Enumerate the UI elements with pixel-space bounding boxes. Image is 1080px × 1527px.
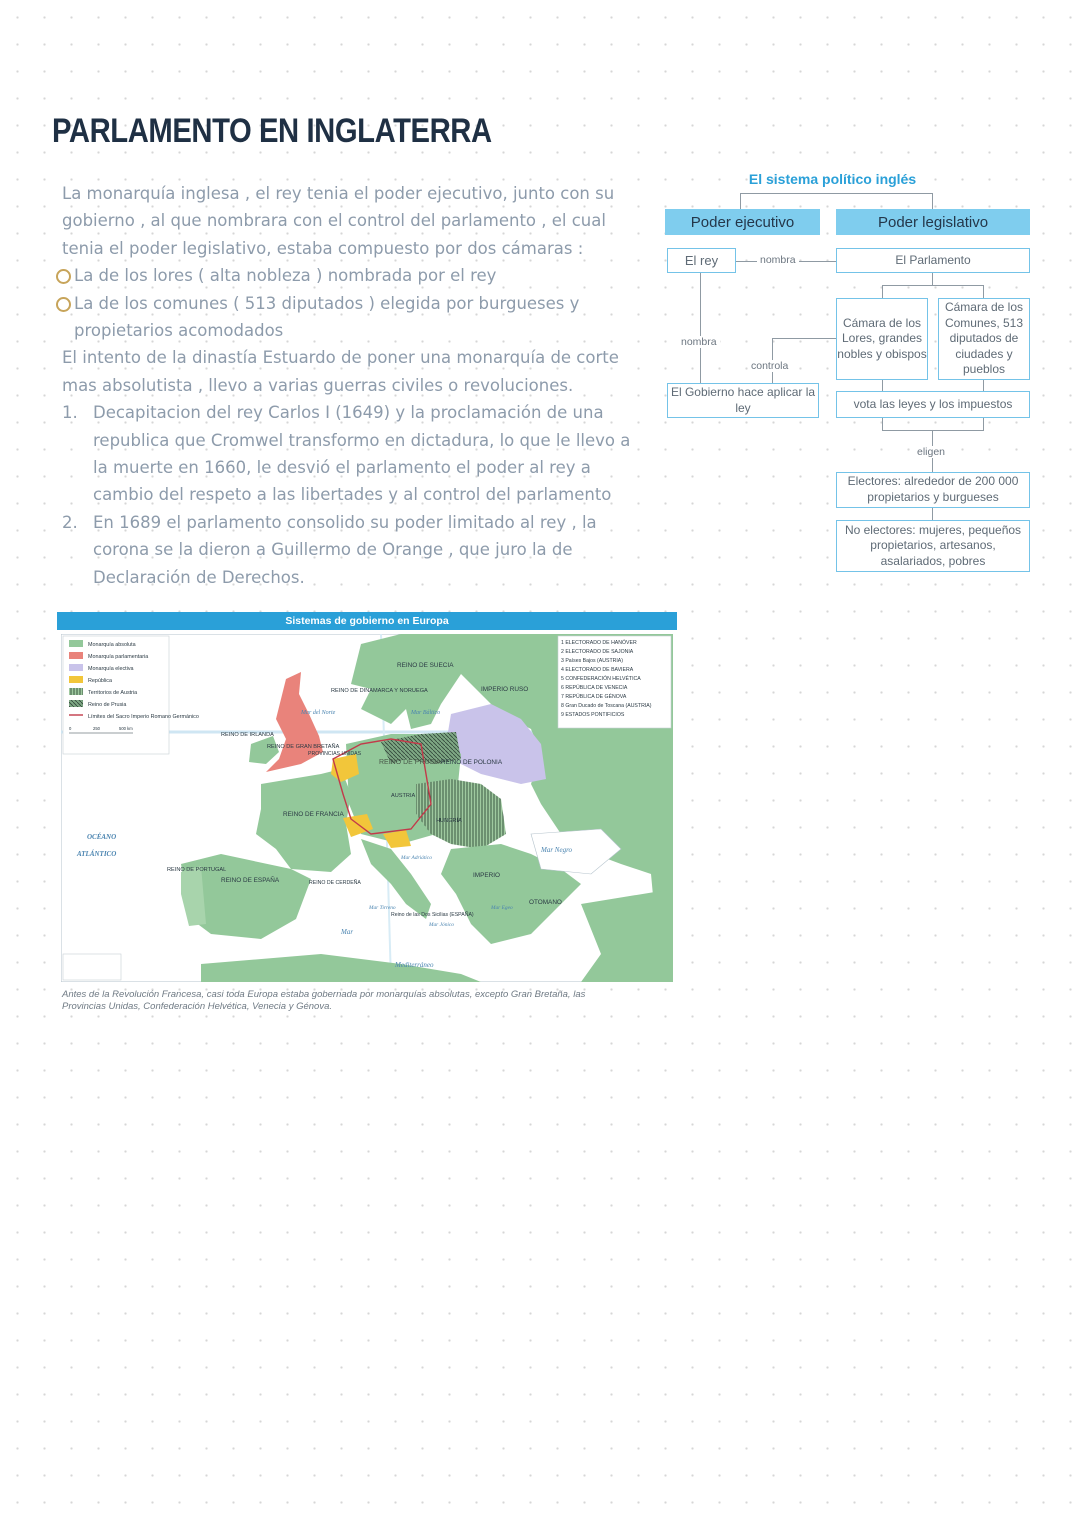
map-label: REINO DE ESPAÑA: [221, 877, 280, 884]
map-label: IMPERIO RUSO: [481, 686, 529, 693]
political-system-diagram: [660, 165, 1040, 580]
sea-label: Mar Negro: [541, 846, 573, 854]
executive-power-header: Poder ejecutivo: [665, 209, 820, 235]
sea-label: Mar Tirreno: [369, 905, 396, 911]
numbered-entry: 3 Países Bajos (AUSTRIA): [561, 658, 623, 664]
connector-line: [882, 285, 984, 286]
connector-line: [983, 418, 984, 430]
connector-line: [983, 285, 984, 298]
government-box: El Gobierno hace aplicar la ley: [667, 383, 819, 418]
numbered-entry: 9 ESTADOS PONTIFICIOS: [561, 712, 625, 718]
legislative-power-header: Poder legislativo: [836, 209, 1030, 235]
list-number: 2.: [62, 512, 78, 532]
bullet-item: [62, 262, 642, 289]
handwritten-notes: [62, 180, 642, 591]
list-item: [62, 509, 642, 591]
numbered-entry: 2 ELECTORADO DE SAJONIA: [561, 649, 634, 655]
page-title: PARLAMENTO EN INGLATERRA: [52, 112, 492, 150]
map-title: Sistemas de gobierno en Europa: [57, 612, 677, 630]
legend-label: Territorios de Austria: [88, 690, 138, 696]
map-label: Reino de las Dos Sicilias (ESPAÑA): [391, 912, 474, 918]
nombra-label: nombra: [757, 254, 799, 266]
controla-label: controla: [748, 360, 791, 372]
scale-label: 250: [93, 726, 100, 731]
bullet-text: La de los comunes ( 513 diputados ) elegida por burgueses y propietarios acomodados: [74, 293, 580, 341]
legend-swatch: [69, 688, 83, 695]
second-paragraph: El intento de la dinastía Estuardo de poner una monarquía de corte mas absolutista , llevo a varias guerras civiles o revoluciones.: [62, 348, 619, 395]
list-number: 1.: [62, 403, 78, 423]
numbered-entry: 5 CONFEDERACIÓN HELVÉTICA: [561, 676, 641, 682]
sea-label: OCÉANO: [87, 833, 117, 841]
legend-swatch: [69, 664, 83, 671]
electors-box: Electores: alrededor de 200 000 propietarios y burgueses: [836, 472, 1030, 508]
anatolia-region: [581, 889, 673, 982]
europe-map-figure: [57, 612, 677, 984]
map-label: IMPERIO: [473, 872, 500, 879]
map-label: REINO DE FRANCIA: [283, 811, 344, 818]
scale-label: 0: [69, 726, 72, 731]
map-caption: Antes de la Revolución Francesa, casi toda Europa estaba gobernada por monarquías absolutas, excepto Gran Bretaña, las Provincias Unidas, Confederación Helvética, Venecia y Génova.: [62, 989, 586, 1012]
parliament-box: El Parlamento: [836, 248, 1030, 273]
sea-label: Mediterráneo: [395, 961, 434, 969]
lords-box: Cámara de los Lores, grandes nobles y obispos: [836, 298, 928, 380]
sea-label: Mar Báltico: [411, 710, 441, 716]
scale-label: 500 km: [119, 726, 133, 731]
connector-line: [740, 193, 741, 209]
bullet-item: [62, 290, 642, 345]
legend-swatch: [69, 676, 83, 683]
sea-label: Mar Egeo: [491, 905, 513, 911]
numbered-entry: 7 REPÚBLICA DE GÉNOVA: [561, 694, 627, 700]
numbered-entry: 8 Gran Ducado de Toscana (AUSTRIA): [561, 703, 652, 709]
numbered-entry: 4 ELECTORADO DE BAVIERA: [561, 667, 634, 673]
eligen-label: eligen: [914, 446, 948, 458]
connector-line: [772, 338, 836, 339]
legend-swatch: [69, 700, 83, 707]
numbered-entry: 6 REPÚBLICA DE VENECIA: [561, 685, 628, 691]
list-text: Decapitacion del rey Carlos I (1649) y la proclamación de una republica que Cromwel transformo en dictadura, lo que le llevo a la muerte en 1660, le desvió el parlamento el poder al rey a cambio del respeto a las libertades y al control del parlamento: [93, 403, 631, 505]
circle-bullet-icon: [56, 269, 71, 284]
map-label: REINO DE GRAN BRETAÑA: [267, 744, 340, 750]
list-text: En 1689 el parlamento consolido su poder limitado al rey , la corona se la dieron a Guillermo de Orange , que juro la de Declaración de Derechos.: [93, 512, 597, 587]
europe-map: [61, 634, 673, 982]
sea-label: ATLÁNTICO: [77, 850, 117, 858]
map-label: HUNGRÍA: [436, 818, 462, 824]
map-label: REINO DE PRUSIA: [379, 759, 441, 766]
connector-line: [932, 273, 933, 285]
map-label: REINO DE DINAMARCA Y NORUEGA: [331, 688, 428, 694]
map-label: REINO DE CERDEÑA: [309, 880, 361, 886]
legend-label: Límites del Sacro Imperio Romano Germánico: [88, 714, 199, 720]
connector-line: [882, 418, 883, 430]
inset-map: [63, 954, 121, 980]
commons-box: Cámara de los Comunes, 513 diputados de ciudades y pueblos: [938, 298, 1030, 380]
connector-line: [882, 430, 984, 431]
legend-swatch: [69, 652, 83, 659]
connector-line: [740, 193, 933, 194]
map-label: PROVINCIAS UNIDAS: [308, 751, 362, 757]
list-item: [62, 399, 642, 509]
non-electors-box: No electores: mujeres, pequeños propietarios, artesanos, asalariados, pobres: [836, 520, 1030, 572]
connector-line: [700, 273, 701, 383]
map-label: AUSTRIA: [391, 793, 416, 799]
sea-label: Mar del Norte: [301, 710, 336, 716]
sea-label: Mar: [341, 928, 354, 936]
intro-paragraph: La monarquía inglesa , el rey tenia el poder ejecutivo, junto con su gobierno , al que nombrara con el control del parlamento , el cual tenia el poder legislativo, estaba compuesto por dos cámaras :: [62, 184, 615, 258]
map-label: REINO DE SUECIA: [397, 662, 454, 669]
legend-label: Reino de Prusia: [88, 702, 127, 708]
votes-box: vota las leyes y los impuestos: [836, 391, 1030, 418]
sea-label: Mar Adriático: [401, 855, 432, 861]
connector-line: [882, 380, 883, 391]
map-label: REINO DE IRLANDA: [221, 732, 274, 738]
map-label: REINO DE PORTUGAL: [167, 867, 227, 873]
legend-label: Monarquía absoluta: [88, 642, 136, 648]
connector-line: [882, 285, 883, 298]
map-label: OTOMANO: [529, 899, 562, 906]
king-box: El rey: [667, 248, 736, 273]
diagram-title: El sistema político inglés: [748, 171, 917, 187]
numbered-entry: 1 ELECTORADO DE HANÓVER: [561, 640, 637, 646]
legend-label: Monarquía electiva: [88, 666, 134, 672]
sea-label: Mar Jónico: [429, 922, 455, 928]
numbered-list: [62, 399, 642, 591]
circle-bullet-icon: [56, 297, 71, 312]
bullet-text: La de los lores ( alta nobleza ) nombrada por el rey: [74, 266, 497, 286]
legend-label: Monarquía parlamentaria: [88, 654, 149, 660]
connector-line: [983, 380, 984, 391]
legend-swatch: [69, 640, 83, 647]
connector-line: [932, 193, 933, 209]
nombra-label: nombra: [678, 336, 720, 348]
legend-label: República: [88, 678, 112, 684]
map-label: REINO DE POLONIA: [441, 759, 503, 766]
